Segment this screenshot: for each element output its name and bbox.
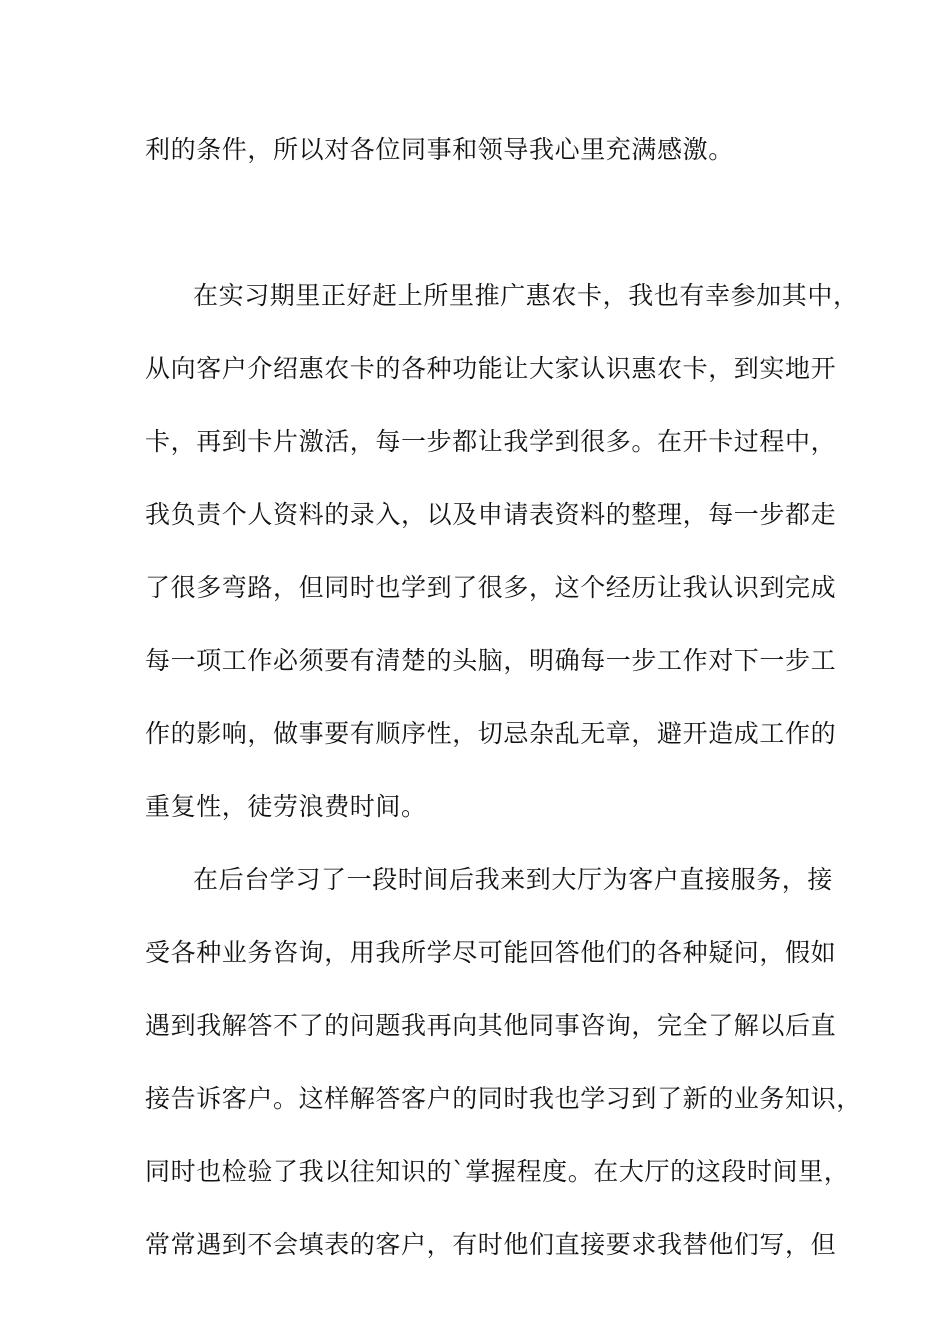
- text-line: 接告诉客户。这样解答客户的同时我也学习到了新的业务知识，: [145, 1084, 862, 1113]
- text-line: 遇到我解答不了的问题我再向其他同事咨询，完全了解以后直: [145, 1011, 837, 1040]
- blank-line: [145, 200, 845, 273]
- text-line: 每一项工作必须要有清楚的头脑，明确每一步工作对下一步工: [145, 646, 837, 675]
- text-line: 从向客户介绍惠农卡的各种功能让大家认识惠农卡，到实地开: [145, 354, 837, 383]
- text-line: 同时也检验了我以往知识的`掌握程度。在大厅的这段时间里，: [145, 1157, 850, 1186]
- text-line: 受各种业务咨询，用我所学尽可能回答他们的各种疑问，假如: [145, 938, 837, 967]
- text-line: 了很多弯路，但同时也学到了很多，这个经历让我认识到完成: [145, 573, 837, 602]
- text-line: 利的条件，所以对各位同事和领导我心里充满感激。: [145, 135, 734, 164]
- text-line: 作的影响，做事要有顺序性，切忌杂乱无章，避开造成工作的: [145, 719, 837, 748]
- text-line: 我负责个人资料的录入，以及申请表资料的整理，每一步都走: [145, 500, 837, 529]
- text-line: 重复性，徒劳浪费时间。: [145, 792, 427, 821]
- paragraph-first-line: 在实习期里正好赶上所里推广惠农卡，我也有幸参加其中，: [193, 281, 859, 310]
- body-text: [145, 127, 862, 1295]
- text-line: 卡，再到卡片激活，每一步都让我学到很多。在开卡过程中，: [145, 427, 837, 456]
- paragraph-first-line: 在后台学习了一段时间后我来到大厅为客户直接服务，接: [193, 865, 834, 894]
- text-line: 常常遇到不会填表的客户，有时他们直接要求我替他们写，但: [145, 1230, 837, 1259]
